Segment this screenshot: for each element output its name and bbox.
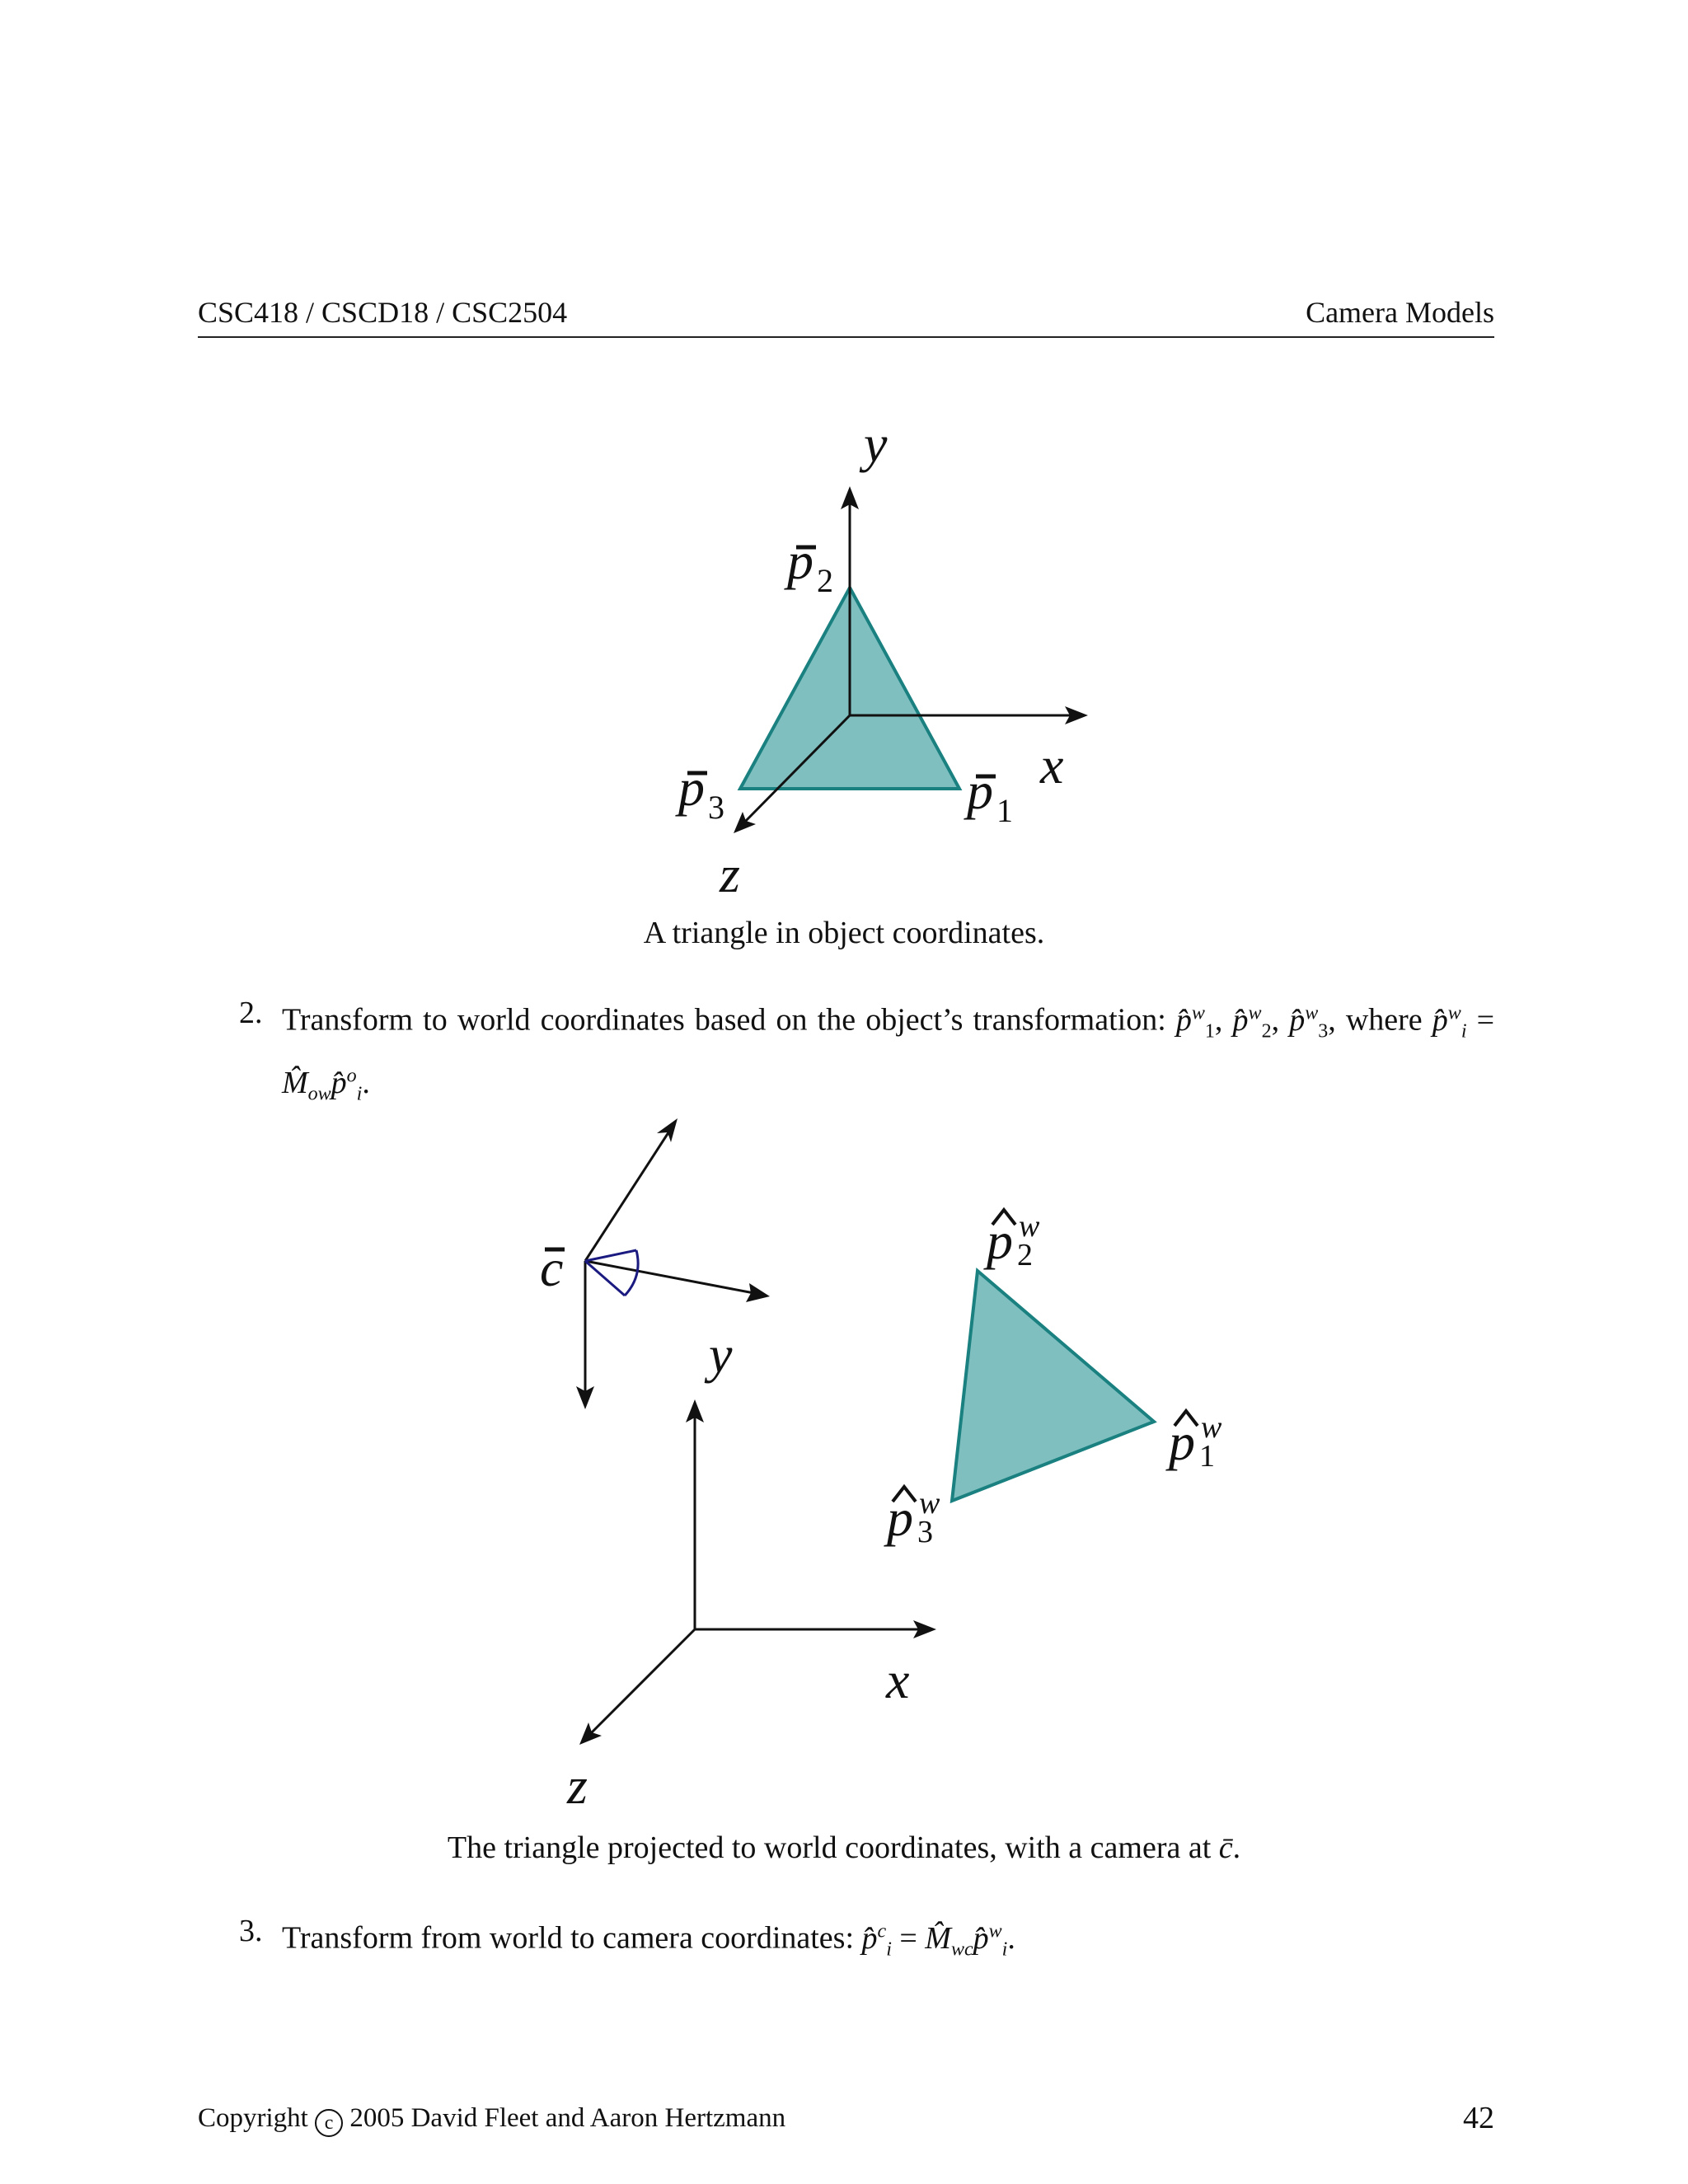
p1w-sub: 1 <box>1199 1439 1215 1474</box>
world-transform-equation: p̂$^w_i$ = $M̂_{ow}p̂^o_i$. <box>282 1002 1495 1105</box>
z-label: z <box>720 845 740 903</box>
page-number: 42 <box>1463 2101 1494 2135</box>
chapter-title: Camera Models <box>1306 296 1494 329</box>
figure2-caption-text: The triangle projected to world coordinates, with a camera at <box>447 1830 1212 1865</box>
copyright-notice <box>198 2103 785 2137</box>
p1w-math: p̂$^w_1$, <box>1175 1002 1223 1043</box>
p3w-label: p <box>887 1488 913 1547</box>
world-z-axis <box>587 1629 695 1737</box>
camera-transform-equation: p̂$^c_i$ = $M̂_{wc}p̂^w_i$. <box>861 1920 1015 1961</box>
figure-world-coordinates <box>0 1104 1688 1830</box>
step-2-text <box>282 991 1494 1117</box>
step-2 <box>239 991 1494 1117</box>
p3w-sub: 3 <box>917 1515 933 1549</box>
p2w-sup: w <box>1019 1209 1040 1244</box>
x-label: x <box>1040 736 1064 794</box>
caption-c-symbol: c̄ <box>1218 1830 1233 1865</box>
p3-sub: 3 <box>708 789 724 826</box>
p2w-label: p <box>987 1212 1013 1270</box>
camera-fov-arc <box>625 1250 638 1296</box>
camera-up-arrowhead <box>657 1118 678 1142</box>
camera-up-axis <box>585 1127 672 1261</box>
p1-label: p <box>967 762 993 820</box>
step-3-number: 3. <box>239 1914 263 1948</box>
step-2-number: 2. <box>239 996 263 1030</box>
figure-object-coordinates <box>0 412 1688 956</box>
p2w-math: p̂$^w_2$, <box>1232 1002 1280 1043</box>
figure1-caption: A triangle in object coordinates. <box>643 916 1045 950</box>
world-triangle <box>952 1271 1154 1501</box>
step-3-text <box>282 1909 1494 1971</box>
c-label: c <box>540 1239 564 1297</box>
p1-sub: 1 <box>996 792 1013 829</box>
world-x-label: x <box>886 1651 910 1709</box>
p2-label: p <box>787 532 814 590</box>
p2-sub: 2 <box>817 562 833 599</box>
copyright-word: Copyright <box>198 2103 308 2133</box>
figure2-caption-end: . <box>1232 1830 1241 1865</box>
step-3-text-a: Transform from world to camera coordinates: <box>282 1920 855 1956</box>
camera-fov-ray-1 <box>585 1250 636 1261</box>
y-label: y <box>864 415 888 473</box>
p2w-sub: 2 <box>1017 1238 1033 1272</box>
course-code: CSC418 / CSCD18 / CSC2504 <box>198 296 568 329</box>
camera-view-axis <box>585 1261 758 1294</box>
world-y-label: y <box>709 1325 733 1384</box>
step-2-text-b: where <box>1345 1002 1423 1038</box>
p3w-sup: w <box>919 1486 940 1521</box>
step-3 <box>239 1909 1494 1971</box>
page-header <box>198 297 1494 338</box>
step-2-text-a: Transform to world coordinates based on the object’s transformation: <box>282 1002 1166 1038</box>
p1w-sup: w <box>1201 1410 1222 1445</box>
copyright-symbol: c <box>315 2109 343 2137</box>
p3w-math: p̂$^w_3$, <box>1289 1002 1336 1043</box>
copyright-text: 2005 David Fleet and Aaron Hertzmann <box>349 2103 786 2133</box>
p1w-label: p <box>1169 1413 1195 1471</box>
figure2-caption <box>0 1830 1688 1866</box>
p3-label: p <box>678 758 705 817</box>
world-z-label: z <box>567 1756 588 1815</box>
